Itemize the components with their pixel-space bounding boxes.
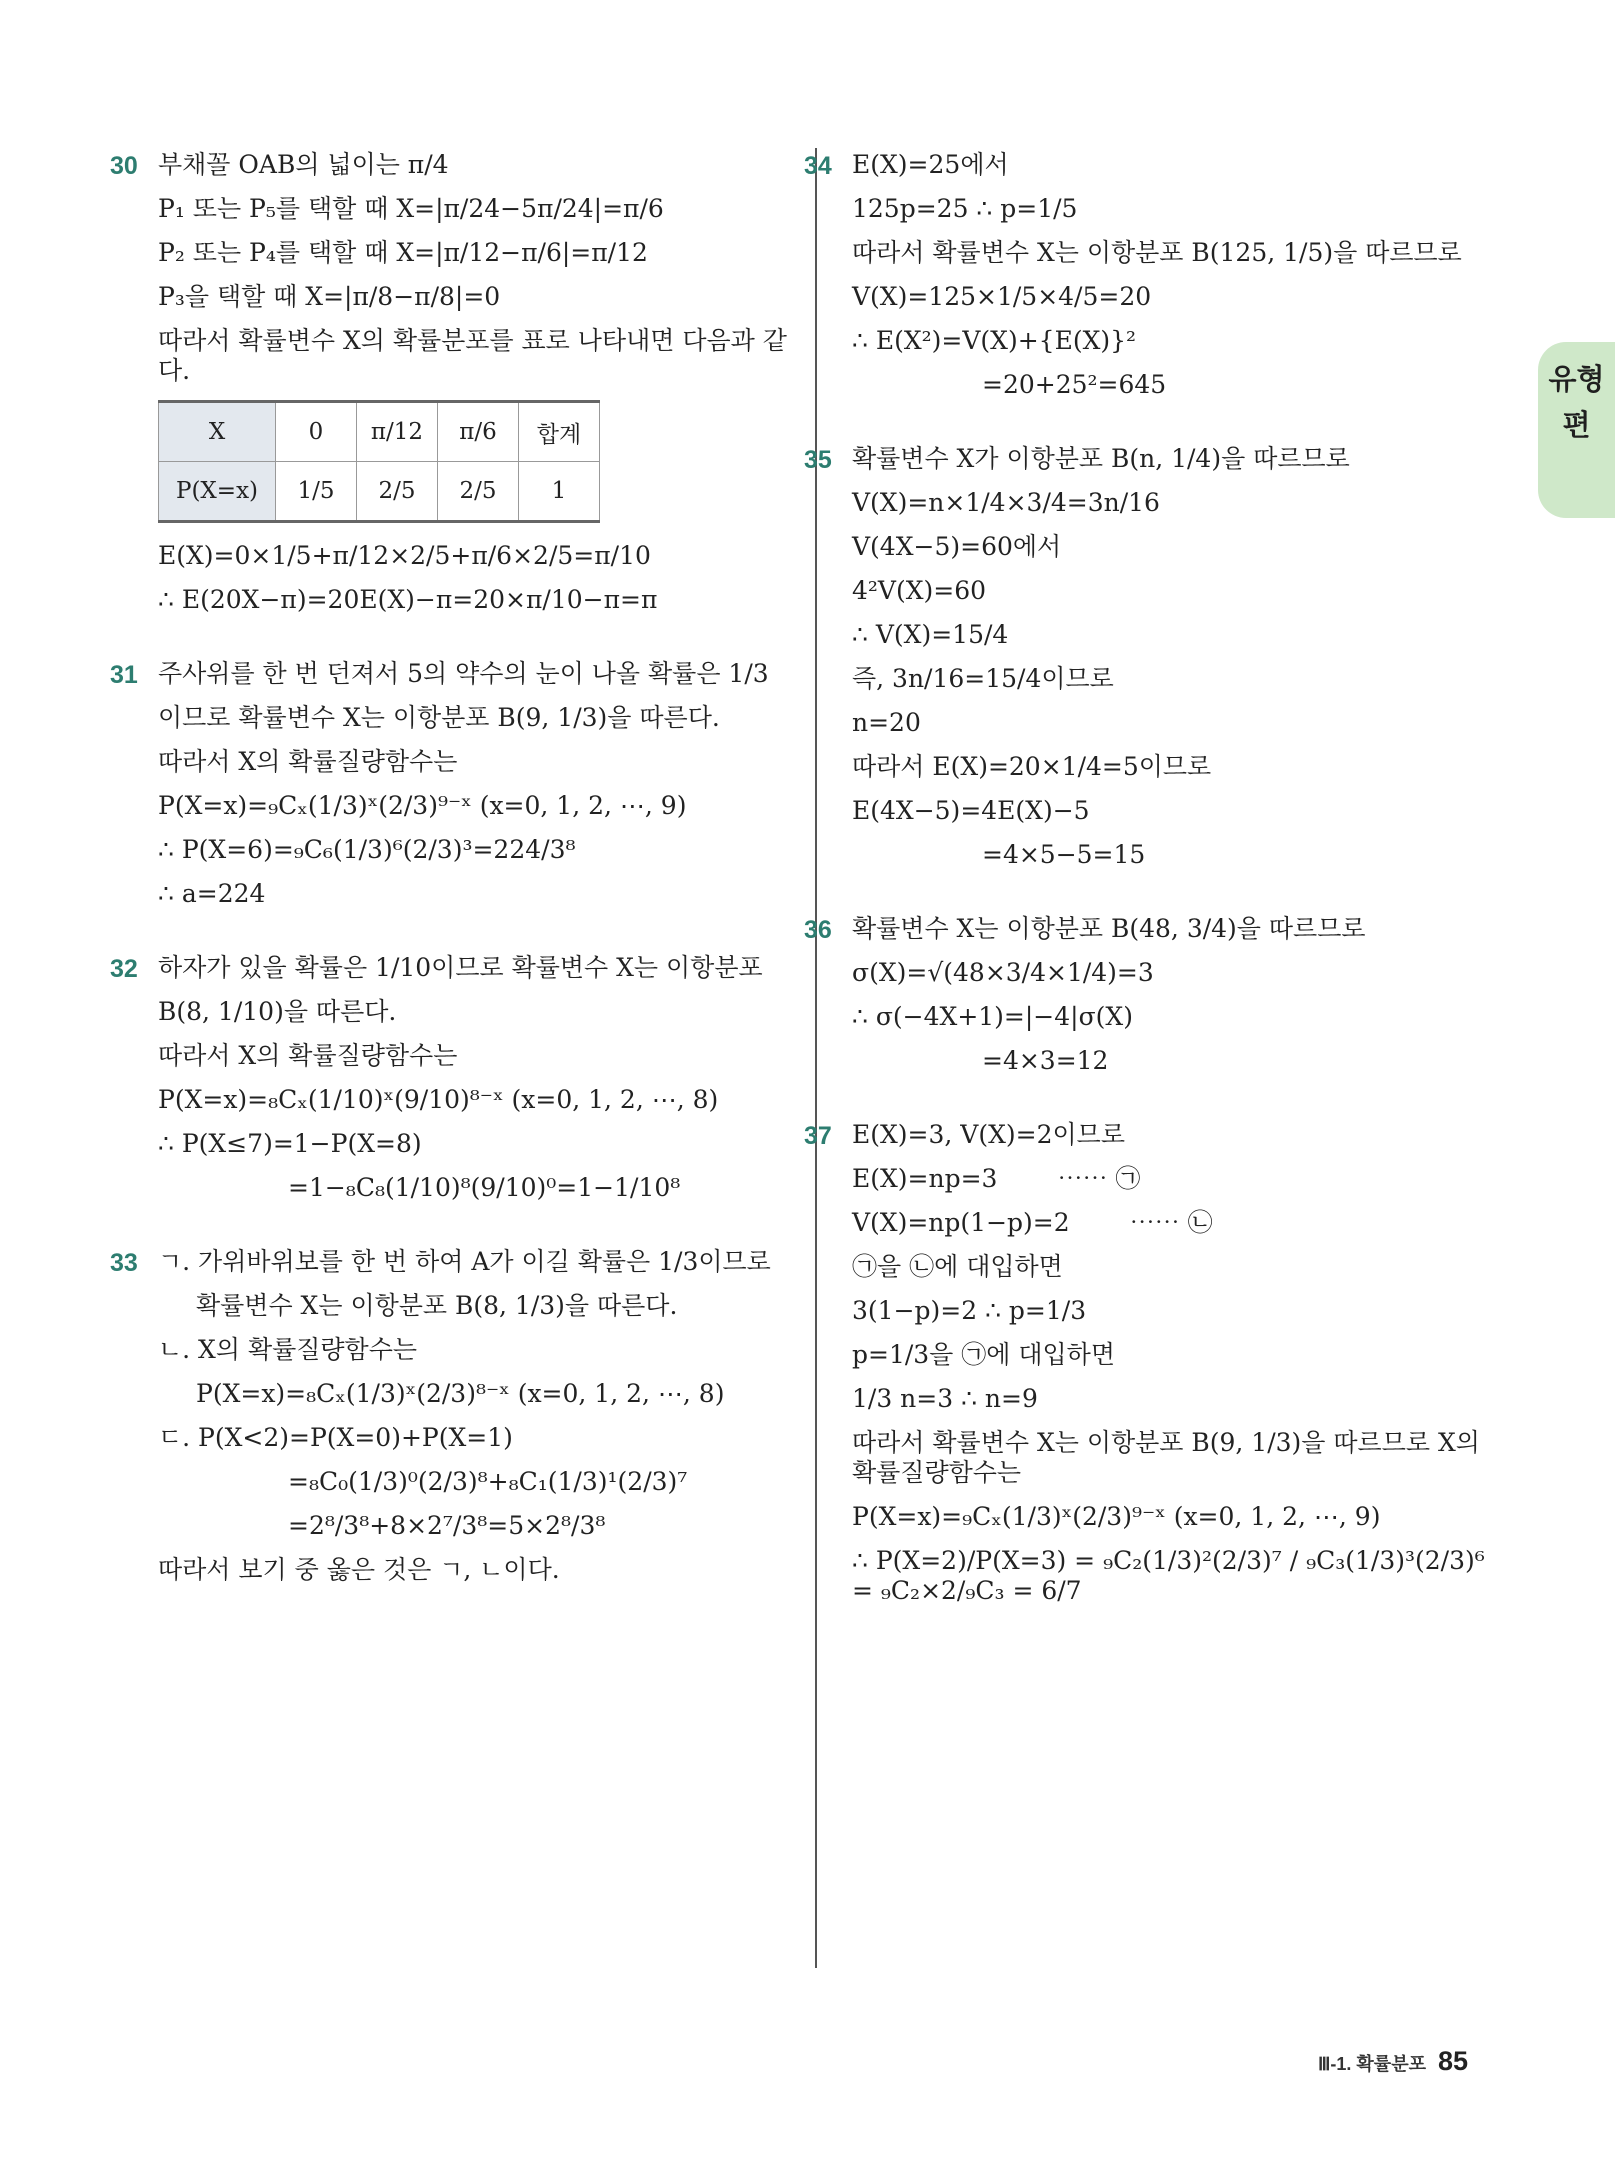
solution-line: 따라서 확률변수 X는 이항분포 B(125, 1/5)을 따르므로 [852,238,1462,267]
solution-line: 따라서 확률변수 X의 확률분포를 표로 나타내면 다음과 같다. [158,326,787,385]
solution-line: 1/3 n=3 ∴ n=9 [852,1384,1038,1413]
solution-line: =2⁸/3⁸+8×2⁷/3⁸=5×2⁸/3⁸ [288,1511,606,1540]
problem-31 [110,659,798,909]
page-number: 85 [1437,2046,1469,2076]
solution-line [852,1164,1492,1194]
solution-line: =4×5−5=15 [982,840,1146,869]
table-cell: 1 [519,462,600,522]
solution-line: 4²V(X)=60 [852,576,987,605]
solution-line: E(X)=25에서 [852,150,1009,179]
table-cell: 2/5 [357,462,438,522]
solution-line: 따라서 X의 확률질량함수는 [158,747,458,776]
solution-line: V(X)=125×1/5×4/5=20 [852,282,1152,311]
problem-number: 33 [110,1249,138,1277]
solution-line: E(X)=3, V(X)=2이므로 [852,1120,1125,1149]
solution-line: ∴ P(X=6)=₉C₆(1/3)⁶(2/3)³=224/3⁸ [158,835,576,864]
table-cell: X [159,402,276,462]
solution-line: B(8, 1/10)을 따른다. [158,997,397,1026]
equation-marker: ⋯⋯ ㉡ [1129,1208,1213,1237]
solution-line: P₂ 또는 P₄를 택할 때 X=|π/12−π/6|=π/12 [158,238,648,267]
solution-line: =1−₈C₈(1/10)⁸(9/10)⁰=1−1/10⁸ [288,1173,681,1202]
problem-37 [804,1120,1492,1606]
page-footer [1318,2046,1468,2077]
solution-line: 3(1−p)=2 ∴ p=1/3 [852,1296,1087,1325]
problem-33 [110,1247,798,1585]
solution-line: 확률변수 X가 이항분포 B(n, 1/4)을 따르므로 [852,444,1350,473]
solution-line: n=20 [852,708,921,737]
column-divider [815,148,817,1968]
solution-line: 따라서 보기 중 옳은 것은 ㄱ, ㄴ이다. [158,1555,560,1584]
equation-marker: ⋯⋯ ㉠ [1057,1164,1141,1193]
solution-line: =20+25²=645 [982,370,1167,399]
side-tab [1538,342,1615,518]
solution-line: 따라서 X의 확률질량함수는 [158,1041,458,1070]
table-cell: 합계 [519,402,600,462]
table-cell: 0 [276,402,357,462]
solution-line: =4×3=12 [982,1046,1109,1075]
solution-line: 따라서 E(X)=20×1/4=5이므로 [852,752,1212,781]
solution-line: ∴ E(20X−π)=20E(X)−π=20×π/10−π=π [158,585,658,614]
problem-number: 35 [804,446,832,474]
solution-line: ㄷ. P(X<2)=P(X=0)+P(X=1) [158,1423,513,1452]
solution-line: 주사위를 한 번 던져서 5의 약수의 눈이 나올 확률은 1/3 [158,659,769,688]
problem-32 [110,953,798,1203]
problem-number: 37 [804,1122,832,1150]
solution-line: ∴ V(X)=15/4 [852,620,1009,649]
solution-line: E(4X−5)=4E(X)−5 [852,796,1090,825]
solution-line: P(X=x)=₈Cₓ(1/10)ˣ(9/10)⁸⁻ˣ (x=0, 1, 2, ⋯, 8) [158,1085,719,1114]
solution-line: P(X=x)=₉Cₓ(1/3)ˣ(2/3)⁹⁻ˣ (x=0, 1, 2, ⋯, 9) [158,791,687,820]
solution-line: ㄱ. 가위바위보를 한 번 하여 A가 이길 확률은 1/3이므로 [158,1247,771,1276]
table-cell: P(X=x) [159,462,276,522]
solution-line: ㄴ. X의 확률질량함수는 [158,1335,417,1364]
section-label: Ⅲ-1. 확률분포 [1318,2054,1426,2074]
solution-line: p=1/3을 ㉠에 대입하면 [852,1340,1115,1369]
equation: V(X)=np(1−p)=2 [852,1208,1070,1237]
table-row [159,402,600,462]
solution-line: 확률변수 X는 이항분포 B(8, 1/3)을 따른다. [196,1291,678,1320]
right-column [804,150,1492,1650]
table-cell: 1/5 [276,462,357,522]
left-column [110,150,798,1629]
problem-number: 36 [804,916,832,944]
solution-line: E(X)=0×1/5+π/12×2/5+π/6×2/5=π/10 [158,541,651,570]
solution-line [852,1208,1492,1238]
problem-34 [804,150,1492,400]
solution-line: 하자가 있을 확률은 1/10이므로 확률변수 X는 이항분포 [158,953,763,982]
problem-number: 32 [110,955,138,983]
solution-line: 125p=25 ∴ p=1/5 [852,194,1078,223]
solution-line: 이므로 확률변수 X는 이항분포 B(9, 1/3)을 따른다. [158,703,720,732]
solution-line: ∴ a=224 [158,879,266,908]
problem-36 [804,914,1492,1076]
solution-line: 즉, 3n/16=15/4이므로 [852,664,1114,693]
solution-line: ㉠을 ㉡에 대입하면 [852,1252,1063,1281]
problem-35 [804,444,1492,870]
equation: E(X)=np=3 [852,1164,998,1193]
table-cell: π/12 [357,402,438,462]
solution-line: ∴ P(X≤7)=1−P(X=8) [158,1129,422,1158]
solution-line: σ(X)=√(48×3/4×1/4)=3 [852,958,1154,987]
table-cell: 2/5 [438,462,519,522]
side-tab-label: 유형편 [1548,362,1605,442]
table-cell: π/6 [438,402,519,462]
problem-number: 30 [110,152,138,180]
solution-line: 따라서 확률변수 X는 이항분포 B(9, 1/3)을 따르므로 X의 확률질량함수는 [852,1428,1480,1487]
problem-number: 31 [110,661,138,689]
problem-30 [110,150,798,615]
solution-line: ∴ E(X²)=V(X)+{E(X)}² [852,326,1137,355]
solution-line: ∴ P(X=2)/P(X=3) = ₉C₂(1/3)²(2/3)⁷ / ₉C₃(1/3)³(2/3)⁶ = ₉C₂×2/₉C₃ = 6/7 [852,1546,1485,1605]
solution-line: V(X)=n×1/4×3/4=3n/16 [852,488,1160,517]
solution-line: =₈C₀(1/3)⁰(2/3)⁸+₈C₁(1/3)¹(2/3)⁷ [288,1467,688,1496]
table-row [159,462,600,522]
solution-line: 부채꼴 OAB의 넓이는 π/4 [158,150,449,179]
problem-number: 34 [804,152,832,180]
probability-distribution-table [158,400,600,523]
solution-line: P(X=x)=₈Cₓ(1/3)ˣ(2/3)⁸⁻ˣ (x=0, 1, 2, ⋯, 8) [196,1379,725,1408]
solution-line: P₁ 또는 P₅를 택할 때 X=|π/24−5π/24|=π/6 [158,194,664,223]
solution-line: V(4X−5)=60에서 [852,532,1062,561]
solution-line: P(X=x)=₉Cₓ(1/3)ˣ(2/3)⁹⁻ˣ (x=0, 1, 2, ⋯, 9) [852,1502,1381,1531]
solution-line: P₃을 택할 때 X=|π/8−π/8|=0 [158,282,501,311]
solution-line: 확률변수 X는 이항분포 B(48, 3/4)을 따르므로 [852,914,1366,943]
solution-line: ∴ σ(−4X+1)=|−4|σ(X) [852,1002,1133,1031]
